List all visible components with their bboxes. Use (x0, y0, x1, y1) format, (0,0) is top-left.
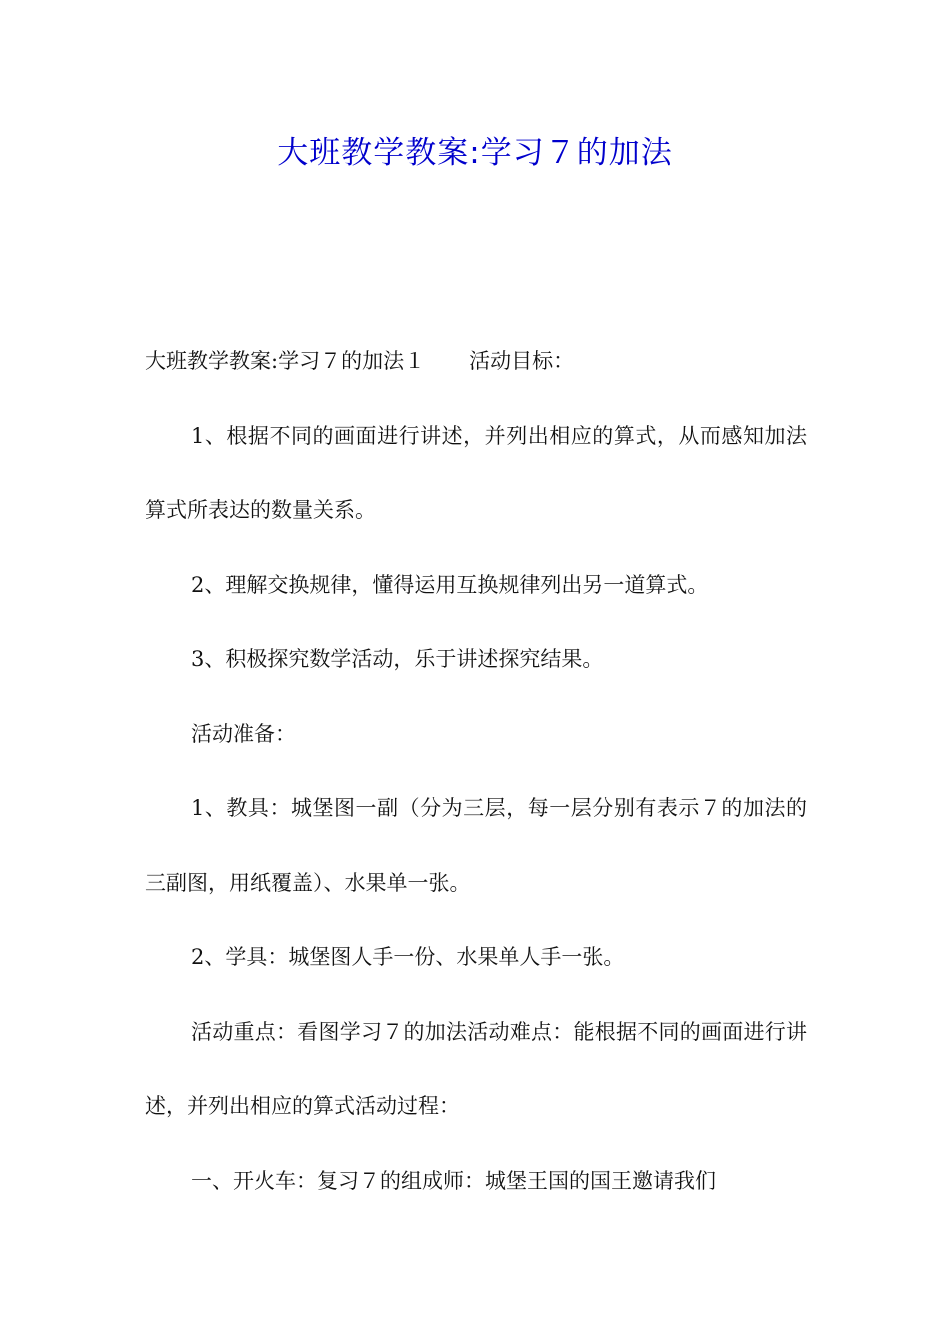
paragraph-1 (145, 324, 807, 399)
paragraph-5: 活动准备： (191, 721, 296, 746)
paragraph-6: 1、教具：城堡图一副（分为三层，每一层分别有表示７的加法的三副图，用纸覆盖）、水果单一张。 (145, 796, 807, 895)
document-body (145, 324, 807, 1218)
paragraph-9: 一、开火车：复习７的组成师：城堡王国的国王邀请我们 (191, 1168, 716, 1193)
document-title: 大班教学教案:学习７的加法 (277, 135, 673, 171)
paragraph-1-lead: 大班教学教案:学习７的加法１ (145, 349, 426, 373)
paragraph-1-text: 活动目标： (469, 349, 575, 373)
paragraph-3: 2、理解交换规律，懂得运用互换规律列出另一道算式。 (191, 572, 709, 597)
paragraph-7: 2、学具：城堡图人手一份、水果单人手一张。 (191, 945, 625, 969)
paragraph-8: 活动重点：看图学习７的加法活动难点：能根据不同的画面进行讲述，并列出相应的算式活动过程： (145, 1019, 807, 1118)
paragraph-2: 1、根据不同的画面进行讲述，并列出相应的算式，从而感知加法算式所表达的数量关系。 (145, 423, 807, 522)
paragraph-4: 3、积极探究数学活动，乐于讲述探究结果。 (191, 647, 604, 671)
